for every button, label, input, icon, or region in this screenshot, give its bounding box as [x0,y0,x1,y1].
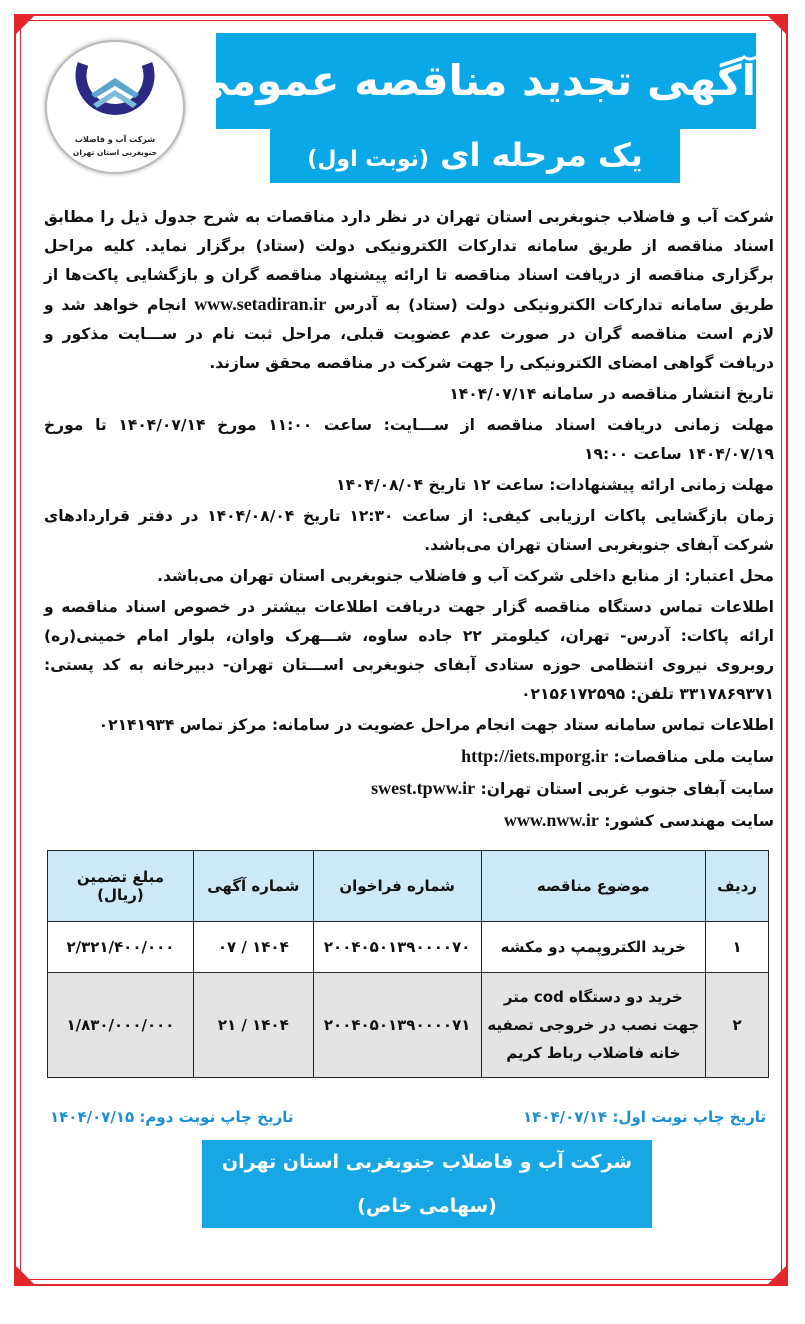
company-name-banner: شرکت آب و فاضلاب جنوبغربی استان تهران (سهامی خاص) [202,1140,652,1228]
first-print-date: تاریخ چاپ نوبت اول: ۱۴۰۴/۰۷/۱۴ [523,1108,766,1126]
setad-link[interactable]: www.setadiran.ir [194,294,327,314]
company-logo [45,40,185,174]
cell-ad-number: ۱۴۰۴ / ۰۷ [193,922,313,973]
corner-decoration [766,14,788,36]
site-national [44,742,774,772]
cell-subject: خرید دو دستگاه cod متر جهت نصب در خروجی تصفیه خانه فاضلاب رباط کریم [481,973,705,1078]
corner-decoration [14,14,36,36]
site-link[interactable]: http://iets.mporg.ir [461,746,609,766]
opening-time: زمان بازگشایی پاکات ارزیابی کیفی: از ساعت ۱۲:۳۰ تاریخ ۱۴۰۴/۰۸/۰۴ در دفتر قراردادهای شرکت آبفای جنوبغربی استان تهران می‌باشد. [44,507,774,554]
header-guarantee: مبلغ تضمین (ریال) [48,851,194,922]
cell-call-number: ۲۰۰۴۰۵۰۱۳۹۰۰۰۰۷۰ [313,922,481,973]
round-label: (نوبت اول) [307,147,429,172]
site-abfa [44,774,774,804]
bid-deadline: مهلت زمانی ارائه پیشنهادات: ساعت ۱۲ تاریخ ۱۴۰۴/۰۸/۰۴ [336,476,774,494]
site-link[interactable]: swest.tpww.ir [371,778,476,798]
print-dates [50,1108,766,1126]
cell-guarantee: ۲/۳۲۱/۴۰۰/۰۰۰ [48,922,194,973]
site-engineering [44,806,774,836]
second-print-date: تاریخ چاپ نوبت دوم: ۱۴۰۴/۰۷/۱۵ [50,1108,294,1126]
cell-ad-number: ۱۴۰۴ / ۲۱ [193,973,313,1078]
cell-guarantee: ۱/۸۳۰/۰۰۰/۰۰۰ [48,973,194,1078]
intro-text: شرکت آب و فاضلاب جنوبغربی استان تهران در نظر دارد مناقصات به شرح جدول ذیل را مطابق اسناد مناقصه از طریق سامانه تدارکات الکترونیکی دولت (ستاد) برگزار نماید. کلیه مراحل برگزاری مناقصه از دریافت اسناد مناقصه تا ارائه پیشنهاد مناقصه گران و بازگشایی پاکت‌ها از طریق سامانه تدارکات الکترونیکی دولت (ستاد) به آدرس [44,208,774,314]
publish-date: تاریخ انتشار مناقصه در سامانه ۱۴۰۴/۰۷/۱۴ [449,385,774,403]
site-label: سایت ملی مناقصات: [613,748,774,766]
notice-body [44,203,774,836]
cell-row-number: ۲ [706,973,769,1078]
site-label: سایت آبفای جنوب غربی استان تهران: [480,780,774,798]
tender-table [47,850,769,1078]
logo-text: شرکت آب و فاضلاب [74,135,156,144]
table-row [48,973,769,1078]
header-call-number: شماره فراخوان [313,851,481,922]
site-link[interactable]: www.nww.ir [503,810,599,830]
notice-subtitle [270,129,680,183]
header-row-number: ردیف [706,851,769,922]
table-header-row [48,851,769,922]
notice-title: آگهی تجدید مناقصه عمومی [216,33,756,129]
notice-frame [14,14,788,1286]
cell-subject: خرید الکتروپمپ دو مکشه [481,922,705,973]
intro-text: انجام خواهد شد و لازم است مناقصه گران در صورت عدم عضویت قبلی، مراحل ثبت نام در ســـایت مذکور و دریافت گواهی امضای الکترونیکی را جهت شرکت در مناقصه محقق سازند. [44,296,774,372]
corner-decoration [14,1264,36,1286]
cell-row-number: ۱ [706,922,769,973]
header-subject: موضوع مناقصه [481,851,705,922]
site-label: سایت مهندسی کشور: [604,812,774,830]
logo-text: جنوبغربی استان تهران [72,148,158,157]
cell-call-number: ۲۰۰۴۰۵۰۱۳۹۰۰۰۰۷۱ [313,973,481,1078]
funding-source: محل اعتبار: از منابع داخلی شرکت آب و فاضلاب جنوبغربی استان تهران می‌باشد. [157,567,774,585]
document-deadline: مهلت زمانی دریافت اسناد مناقصه از ســـایت: ساعت ۱۱:۰۰ مورخ ۱۴۰۴/۰۷/۱۴ تا مورخ ۱۴۰۴/۰۷/۱۹ ساعت ۱۹:۰۰ [44,416,775,463]
subtitle-text: یک مرحله ای [440,136,643,174]
header-ad-number: شماره آگهی [193,851,313,922]
setad-contact: اطلاعات تماس سامانه ستاد جهت انجام مراحل عضویت در سامانه: مرکز تماس ۰۲۱۴۱۹۳۴ [98,716,774,734]
table-row [48,922,769,973]
contact-info: اطلاعات تماس دستگاه مناقصه گزار جهت دریافت اطلاعات بیشتر در خصوص اسناد مناقصه و ارائه پاکات: آدرس- تهران، کیلومتر ۲۲ جاده ساوه، شـــهرک واوان، بلوار امام خمینی(ره) روبروی نیروی انتظامی حوزه ستادی آبفای جنوبغربی اســـتان تهران- دبیرخانه به کد پستی: ۳۳۱۷۸۶۹۳۷۱ تلفن: ۰۲۱۵۶۱۷۲۵۹۵ [44,598,774,703]
corner-decoration [766,1264,788,1286]
intro-paragraph [44,203,774,378]
